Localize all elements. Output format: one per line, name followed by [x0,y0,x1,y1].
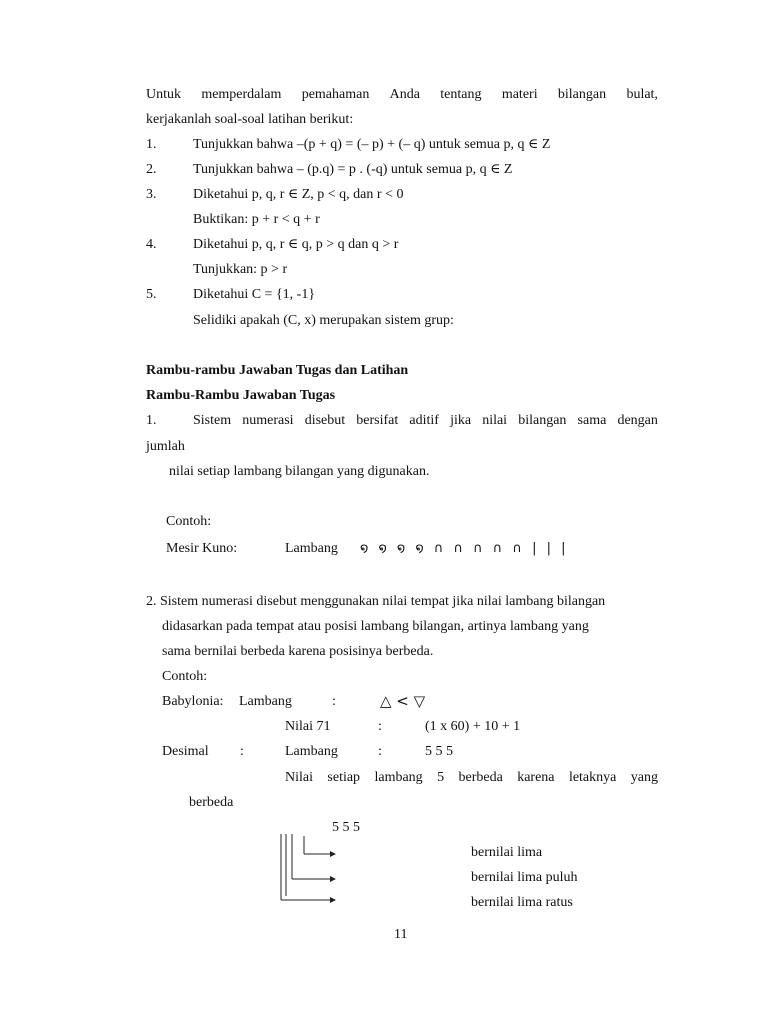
exercise-2-text: Tunjukkan bahwa – (p.q) = p . (-q) untuk semua p, q ∈ Z [193,162,513,177]
intro-word: bilangan [557,87,607,102]
intro-word: tentang [440,87,482,102]
nilai-setiap-word: Nilai [285,770,313,785]
answer-1-word: aditif [409,413,439,428]
answer-1-word: nilai [482,413,508,428]
nilai-71-label: Nilai 71 [285,719,331,734]
intro-word: bulat, [626,87,658,102]
nilai-71-colon: : [378,719,382,734]
exercise-4-number: 4. [146,237,157,252]
desimal-colon-1: : [240,744,244,759]
label-bernilai-lima: bernilai lima [471,845,543,860]
hundreds-arrowhead [330,897,336,903]
intro-word: Untuk [146,87,181,102]
babylonian-symbols: △ < ▽ [380,692,426,710]
nilai-setiap-word: lambang [374,770,423,785]
exercise-4-sub: Tunjukkan: p > r [193,262,288,277]
nilai-setiap-word: setiap [327,770,361,785]
answer-1-word: dengan [617,413,658,428]
egyptian-numeral-symbols: ໑ ໑ ໑ ໑ ∩ ∩ ∩ ∩ ∩ | | | [360,541,569,556]
answer-2-line-2: didasarkan pada tempat atau posisi lambang bilangan, artinya lambang yang [162,619,589,634]
exercise-1-text: Tunjukkan bahwa –(p + q) = (– p) + (– q) untuk semua p, q ∈ Z [193,137,551,152]
exercise-5-number: 5. [146,287,157,302]
desimal-label: Desimal [162,744,209,759]
answer-1-word: numerasi [242,413,294,428]
intro-word: memperdalam [201,87,282,102]
exercise-5-text: Diketahui C = {1, -1} [193,287,316,302]
babylonia-label: Babylonia: [162,694,224,709]
answer-1-word: bilangan [518,413,567,428]
units-arrowhead [330,851,336,857]
answer-1-word: Sistem [193,413,232,428]
exercise-3-number: 3. [146,187,157,202]
page-number: 11 [394,927,408,942]
heading-rambu-jawaban-tugas: Rambu-Rambu Jawaban Tugas [146,388,336,403]
place-value-arrow-diagram [270,826,350,906]
nilai-71-expression: (1 x 60) + 10 + 1 [425,719,521,734]
answer-1-line-2: jumlah [146,439,185,454]
mesir-lambang-label: Lambang [285,541,338,556]
nilai-setiap-line [285,769,658,787]
babylonia-colon: : [332,694,336,709]
nilai-setiap-word: berbeda [458,770,503,785]
intro-word: materi [501,87,538,102]
heading-rambu-rambu: Rambu-rambu Jawaban Tugas dan Latihan [146,363,409,378]
nilai-setiap-word: karena [517,770,555,785]
tens-arrowhead [330,876,336,882]
answer-1-word: bersifat [356,413,399,428]
exercise-5-sub: Selidiki apakah (C, x) merupakan sistem grup: [193,313,454,328]
desimal-lambang-label: Lambang [285,744,338,759]
intro-word: Anda [389,87,420,102]
nilai-setiap-word: 5 [437,770,445,785]
answer-1-word: disebut [304,413,346,428]
intro-line-2: kerjakanlah soal-soal latihan berikut: [146,112,354,127]
nilai-setiap-word: yang [630,770,658,785]
desimal-colon-2: : [378,744,382,759]
babylonia-lambang-label: Lambang [239,694,292,709]
nilai-setiap-word: letaknya [568,770,617,785]
answer-2-line-1: 2. Sistem numerasi disebut menggunakan nilai tempat jika nilai lambang bilangan [146,594,606,609]
label-bernilai-lima-ratus: bernilai lima ratus [471,895,573,910]
answer-1-line-1 [193,412,658,430]
answer-2-line-3: sama bernilai berbeda karena posisinya berbeda. [162,644,434,659]
exercise-3-text: Diketahui p, q, r ∈ Z, p < q, dan r < 0 [193,187,404,202]
label-bernilai-lima-puluh: bernilai lima puluh [471,870,578,885]
answer-1-word: jika [450,413,472,428]
intro-line-1 [146,86,658,104]
answer-2-contoh: Contoh: [162,669,208,684]
berbeda-line: berbeda [189,795,234,810]
exercise-2-number: 2. [146,162,157,177]
place-value-digits: 5 5 5 [332,820,360,835]
answer-1-contoh: Contoh: [166,514,212,529]
exercise-3-sub: Buktikan: p + r < q + r [193,212,320,227]
answer-1-word: sama [577,413,607,428]
answer-1-line-3: nilai setiap lambang bilangan yang digunakan. [169,464,430,479]
intro-word: pemahaman [301,87,370,102]
answer-1-number: 1. [146,413,157,428]
desimal-symbols: 5 5 5 [425,744,453,759]
exercise-4-text: Diketahui p, q, r ∈ q, p > q dan q > r [193,237,399,252]
exercise-1-number: 1. [146,137,157,152]
mesir-kuno-label: Mesir Kuno: [166,541,238,556]
